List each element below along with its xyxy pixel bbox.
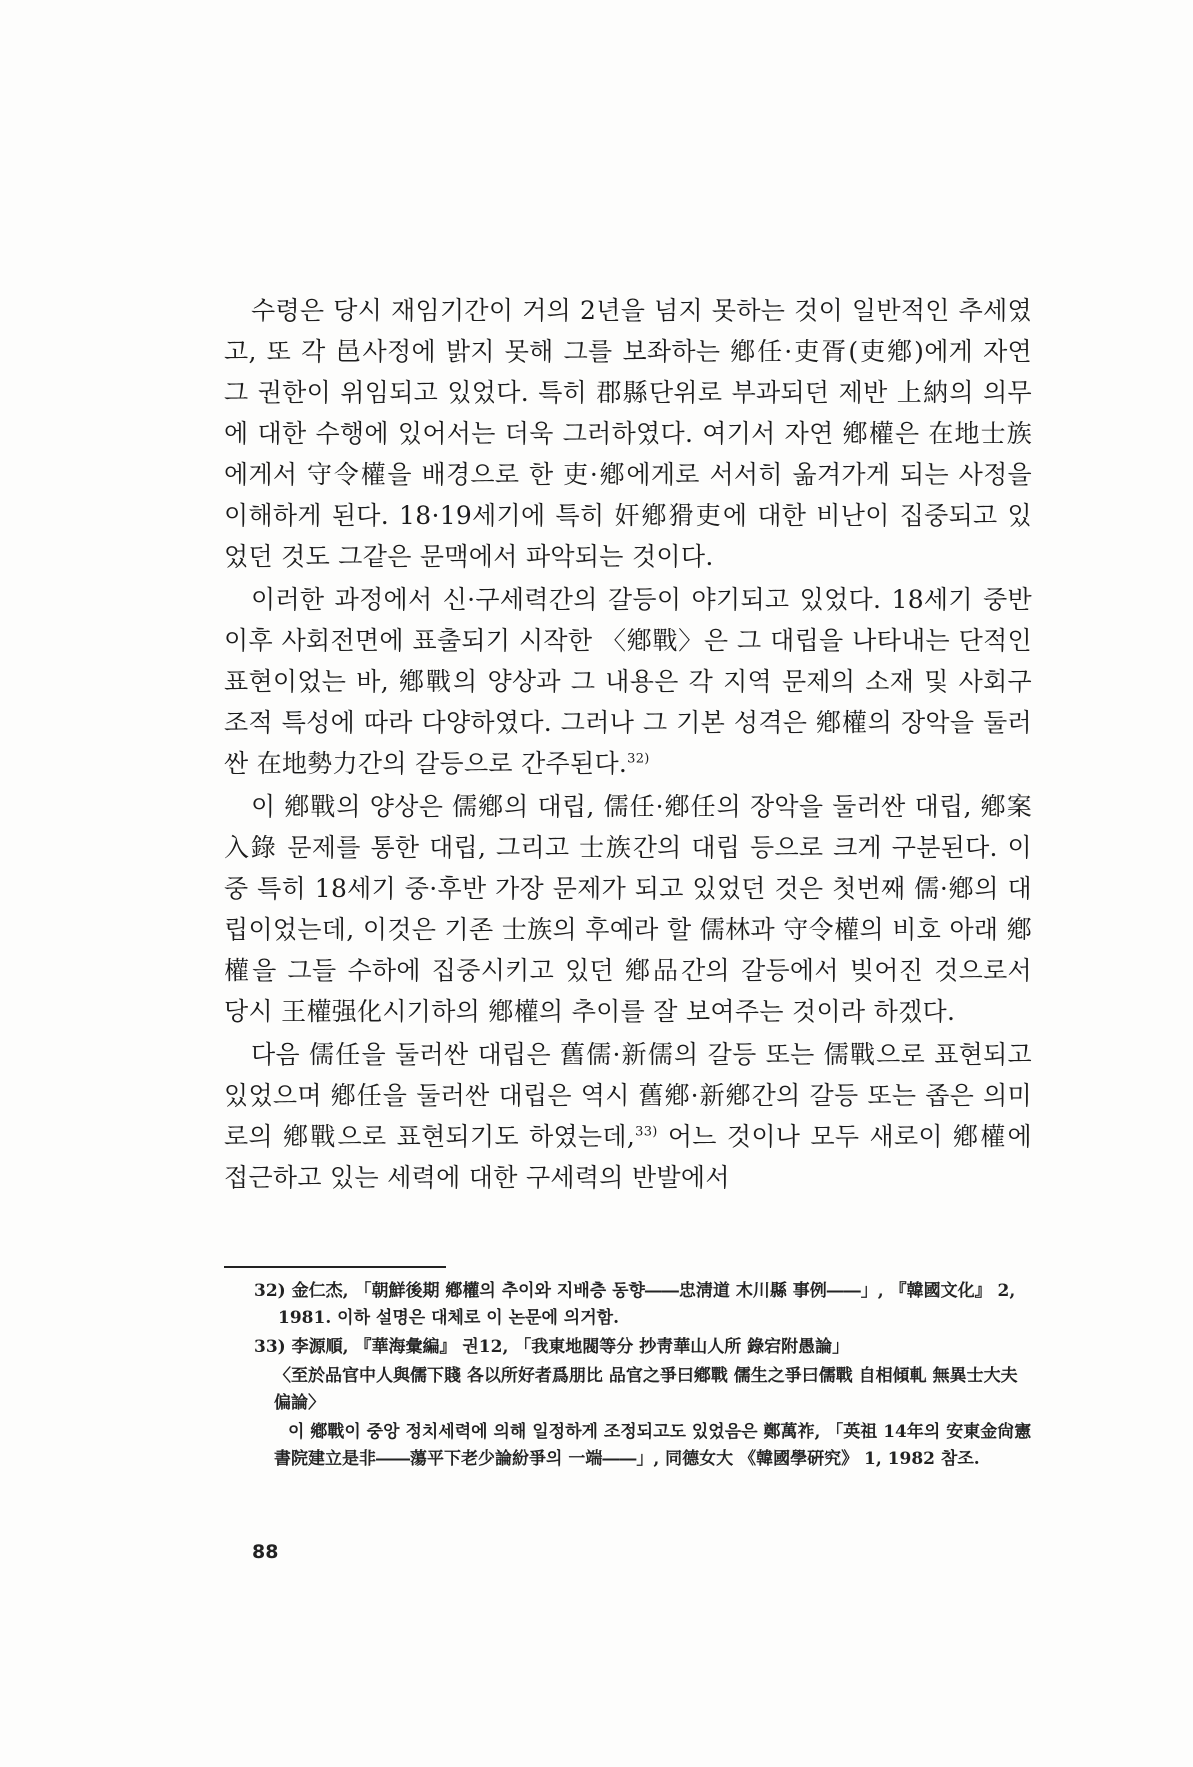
- paragraph: [224, 579, 1032, 784]
- paragraph-text: 다음 儒任을 둘러싼 대립은 舊儒·新儒의 갈등 또는 儒戰으로 표현되고 있었으며 鄕任을 둘러싼 대립은 역시 舊鄕·新鄕간의 갈등 또는 좁은 의미로의 鄕戰으로 표현되기도 하였는데,: [224, 1040, 1032, 1151]
- paragraph-text: 어느 것이나 모두 새로이 鄕權에 접근하고 있는 세력에 대한 구세력의 반발에서: [224, 1122, 1032, 1192]
- footnote-ref: 33): [635, 1124, 658, 1140]
- footnote-ref: 32): [627, 751, 650, 767]
- paragraph: [224, 1034, 1032, 1198]
- paragraph-text: 이러한 과정에서 신·구세력간의 갈등이 야기되고 있었다. 18세기 중반 이후 사회전면에 표출되기 시작한 〈鄕戰〉은 그 대립을 나타내는 단적인 표현이었는 바, 鄕戰의 양상과 그 내용은 각 지역 문제의 소재 및 사회구조적 특성에 따라 다양하였다. 그러나 그 기본 성격은 鄕權의 장악을 둘러싼 在地勢力간의 갈등으로 간주된다.: [224, 585, 1032, 778]
- footnote-33: 33) 李源順, 『華海彙編』 권12, 「我東地閥等分 抄靑華山人所 錄宕附愚論」: [254, 1337, 850, 1357]
- paragraph: [224, 786, 1032, 1032]
- page-number: 88: [252, 1541, 279, 1563]
- footnote-divider: [224, 1266, 446, 1268]
- paragraph-text: 수령은 당시 재임기간이 거의 2년을 넘지 못하는 것이 일반적인 추세였고, 또 각 邑사정에 밝지 못해 그를 보좌하는 鄕任·吏胥(吏鄕)에게 자연 그 권한이 위임되고 있었다. 특히 郡縣단위로 부과되던 제반 上納의 의무에 대한 수행에 있어서는 더욱 그러하였다. 여기서 자연 鄕權은 在地士族에게서 守令權을 배경으로 한 吏·鄕에게로 서서히 옮겨가게 되는 사정을 이해하게 된다. 18·19세기에 특히 奸鄕猾吏에 대한 비난이 집중되고 있었던 것도 그같은 문맥에서 파악되는 것이다.: [224, 296, 1032, 571]
- paragraph: [224, 290, 1032, 577]
- paragraph-text: 이 鄕戰의 양상은 儒鄕의 대립, 儒任·鄕任의 장악을 둘러싼 대립, 鄕案入錄 문제를 통한 대립, 그리고 士族간의 대립 등으로 크게 구분된다. 이 중 특히 18세기 중·후반 가장 문제가 되고 있었던 것은 첫번째 儒·鄕의 대립이었는데, 이것은 기존 士族의 후예라 할 儒林과 守令權의 비호 아래 鄕權을 그들 수하에 집중시키고 있던 鄕品간의 갈등에서 빚어진 것으로서 당시 王權强化시기하의 鄕權의 추이를 잘 보여주는 것이라 하겠다.: [224, 792, 1032, 1026]
- footnote-33-continuation: 이 鄕戰이 중앙 정치세력에 의해 일정하게 조정되고도 있었음은 鄭萬祚, 「英祖 14年의 安東金尙憲書院建立是非――蕩平下老少論紛爭의 一端――」, 同德女大 《韓國學硏究》 1, 1982 참조.: [274, 1422, 1032, 1469]
- footnotes: [254, 1278, 1034, 1475]
- footnote-quote: 〈至於品官中人與儒下賤 各以所好者爲朋比 品官之爭曰鄕戰 儒生之爭曰儒戰 自相傾軋 無異士大夫偏論〉: [274, 1366, 1018, 1413]
- footnote-32: 32) 金仁杰, 「朝鮮後期 鄕權의 추이와 지배층 동향――忠淸道 木川縣 事例――」, 『韓國文化』 2, 1981. 이하 설명은 대체로 이 논문에 의거함.: [254, 1281, 1016, 1328]
- main-text: [224, 290, 1032, 1200]
